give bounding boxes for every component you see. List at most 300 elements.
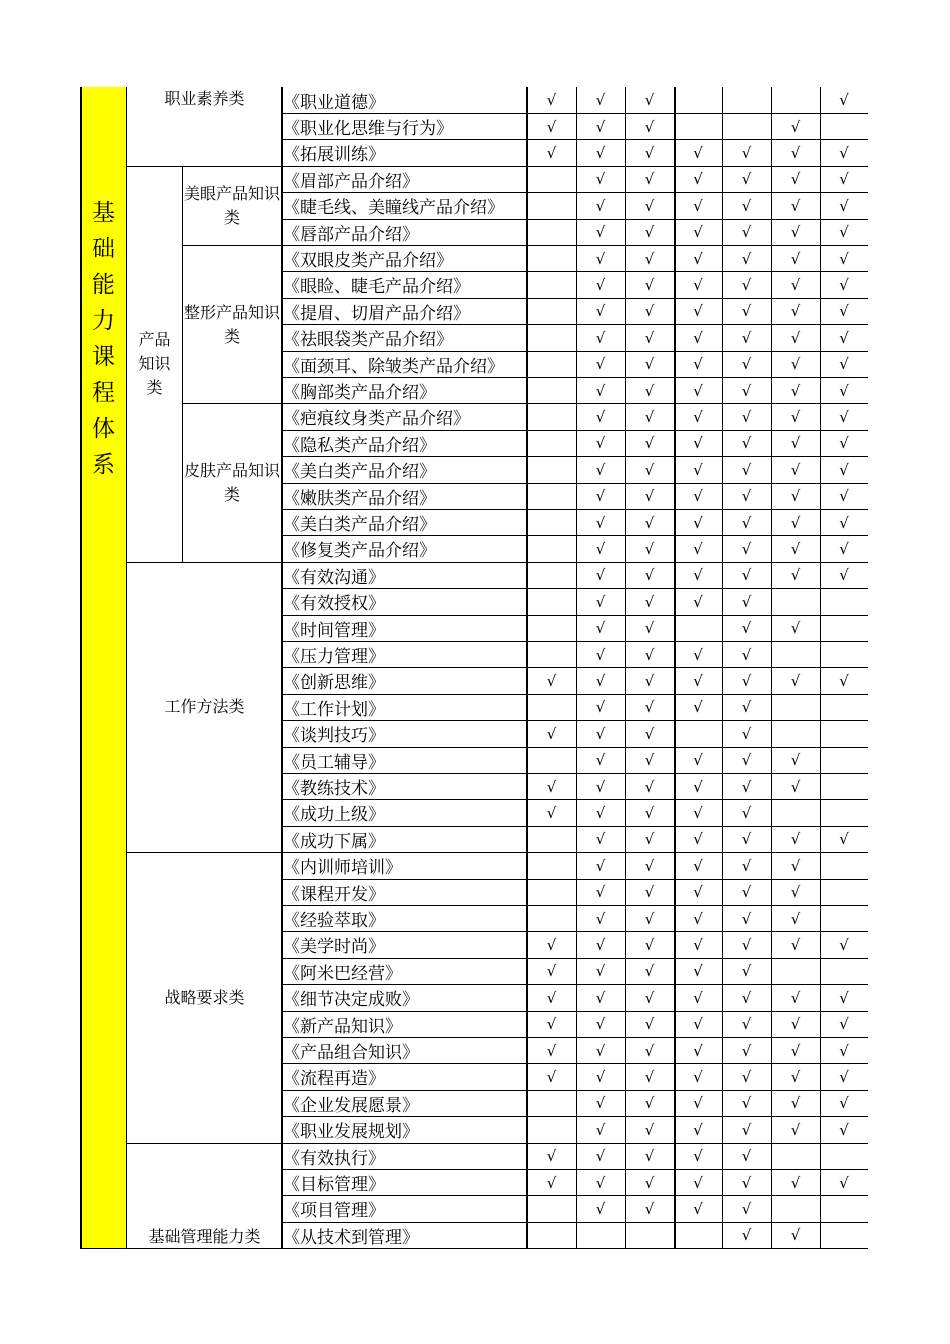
check-mark: √ — [693, 1173, 703, 1192]
table-bottom-border — [80, 1248, 868, 1250]
mark-cell — [625, 1169, 674, 1195]
check-mark: √ — [741, 566, 752, 585]
mark-cell — [625, 958, 674, 984]
mark-cell — [722, 536, 771, 562]
mark-cell — [576, 1117, 625, 1143]
check-mark: √ — [741, 751, 752, 770]
category-label: 基础管理能力类 — [148, 1226, 261, 1246]
mark-cell — [527, 193, 576, 219]
mark-cell — [625, 1090, 674, 1116]
mark-cell — [576, 853, 625, 879]
mark-cell — [674, 562, 722, 588]
mark-cell — [527, 905, 576, 931]
check-mark: √ — [839, 671, 849, 690]
category-cell — [127, 853, 282, 1143]
check-mark: √ — [790, 935, 801, 954]
mark-column-border — [820, 87, 821, 1249]
mark-cell — [576, 1222, 625, 1248]
mark-cell — [771, 377, 820, 403]
category-label: 工作方法类 — [164, 697, 245, 717]
check-mark: √ — [644, 619, 655, 638]
mark-cell — [820, 1222, 868, 1248]
mark-cell — [625, 1011, 674, 1037]
check-mark: √ — [839, 935, 849, 954]
check-mark: √ — [790, 275, 801, 294]
mark-cell — [771, 932, 820, 958]
course-name: 《职业化思维与行为》 — [283, 119, 453, 140]
check-mark: √ — [693, 355, 703, 374]
mark-cell — [771, 325, 820, 351]
mark-cell — [771, 272, 820, 298]
mark-cell — [576, 377, 625, 403]
course-name-cell — [282, 694, 527, 720]
mark-cell — [771, 1169, 820, 1195]
mark-cell — [674, 430, 722, 456]
subcategory-cell — [182, 245, 282, 403]
mark-cell — [820, 1090, 868, 1116]
mark-cell — [625, 113, 674, 139]
mark-cell — [722, 694, 771, 720]
mark-cell — [527, 1117, 576, 1143]
mark-cell — [576, 1037, 625, 1063]
mark-cell — [576, 140, 625, 166]
mark-cell — [576, 245, 625, 271]
mark-cell — [820, 219, 868, 245]
mark-cell — [820, 483, 868, 509]
mark-cell — [771, 1090, 820, 1116]
check-mark: √ — [741, 328, 752, 347]
category-cell — [127, 166, 182, 562]
check-mark: √ — [693, 539, 703, 558]
mark-cell — [576, 351, 625, 377]
check-mark: √ — [644, 381, 655, 400]
check-mark: √ — [595, 381, 606, 400]
mark-cell — [771, 430, 820, 456]
check-mark: √ — [741, 223, 752, 242]
check-mark: √ — [595, 513, 606, 532]
mark-cell — [625, 219, 674, 245]
check-mark: √ — [839, 1067, 849, 1086]
check-mark: √ — [595, 619, 606, 638]
course-name: 《课程开发》 — [283, 884, 385, 905]
check-mark: √ — [839, 487, 849, 506]
mark-cell — [820, 668, 868, 694]
mark-cell — [625, 668, 674, 694]
check-mark: √ — [790, 460, 801, 479]
check-mark: √ — [546, 1067, 557, 1086]
course-name: 《阿米巴经营》 — [283, 963, 402, 984]
course-name-cell — [282, 641, 527, 667]
check-mark: √ — [790, 355, 801, 374]
check-mark: √ — [790, 1094, 801, 1113]
check-mark: √ — [693, 223, 703, 242]
course-name: 《提眉、切眉产品介绍》 — [283, 303, 470, 324]
check-mark: √ — [741, 1015, 752, 1034]
check-mark: √ — [546, 935, 557, 954]
mark-cell — [625, 483, 674, 509]
check-mark: √ — [693, 434, 703, 453]
mark-cell — [771, 1143, 820, 1169]
course-name: 《经验萃取》 — [283, 911, 385, 932]
mark-cell — [722, 721, 771, 747]
check-mark: √ — [693, 935, 703, 954]
mark-cell — [820, 166, 868, 192]
check-mark: √ — [790, 566, 801, 585]
check-mark: √ — [839, 513, 849, 532]
mark-cell — [527, 1064, 576, 1090]
check-mark: √ — [644, 1015, 655, 1034]
check-mark: √ — [790, 1226, 801, 1245]
mark-cell — [674, 113, 722, 139]
mark-cell — [722, 457, 771, 483]
mark-cell — [576, 87, 625, 113]
check-mark: √ — [741, 777, 752, 796]
check-mark: √ — [595, 1015, 606, 1034]
course-name-cell — [282, 985, 527, 1011]
mark-cell — [674, 615, 722, 641]
check-mark: √ — [644, 328, 655, 347]
course-name: 《眼睑、睫毛产品介绍》 — [283, 277, 470, 298]
mark-cell — [674, 483, 722, 509]
check-mark: √ — [790, 539, 801, 558]
check-mark: √ — [546, 1173, 557, 1192]
course-name-cell — [282, 562, 527, 588]
check-mark: √ — [741, 381, 752, 400]
subcategory-left-border — [182, 166, 183, 562]
check-mark: √ — [741, 935, 752, 954]
check-mark: √ — [741, 1147, 752, 1166]
mark-cell — [625, 800, 674, 826]
check-mark: √ — [790, 1015, 801, 1034]
mark-cell — [771, 589, 820, 615]
course-name: 《项目管理》 — [283, 1201, 385, 1222]
mark-cell — [527, 325, 576, 351]
mark-cell — [625, 272, 674, 298]
check-mark: √ — [741, 196, 752, 215]
course-name-cell — [282, 377, 527, 403]
check-mark: √ — [839, 91, 849, 110]
mark-cell — [722, 404, 771, 430]
check-mark: √ — [741, 698, 752, 717]
mark-cell — [527, 589, 576, 615]
course-name-cell — [282, 509, 527, 535]
check-mark: √ — [741, 513, 752, 532]
mark-cell — [771, 457, 820, 483]
check-mark: √ — [839, 143, 849, 162]
mark-cell — [576, 536, 625, 562]
mark-cell — [722, 509, 771, 535]
mark-cell — [722, 1037, 771, 1063]
mark-cell — [527, 1143, 576, 1169]
check-mark: √ — [839, 302, 849, 321]
mark-cell — [820, 87, 868, 113]
mark-cell — [771, 1064, 820, 1090]
mark-cell — [625, 641, 674, 667]
mark-cell — [576, 1196, 625, 1222]
system-title: 基础能力课程体系 — [92, 200, 115, 478]
system-title-cell — [80, 87, 127, 1249]
check-mark: √ — [595, 1120, 606, 1139]
mark-cell — [674, 853, 722, 879]
mark-cell — [576, 298, 625, 324]
course-name-cell — [282, 1117, 527, 1143]
check-mark: √ — [693, 487, 703, 506]
check-mark: √ — [790, 170, 801, 189]
course-name: 《内训师培训》 — [283, 858, 402, 879]
check-mark: √ — [644, 196, 655, 215]
check-mark: √ — [693, 830, 703, 849]
check-mark: √ — [693, 170, 703, 189]
mark-cell — [625, 457, 674, 483]
check-mark: √ — [644, 249, 655, 268]
course-name-cell — [282, 773, 527, 799]
course-name: 《有效沟通》 — [283, 567, 385, 588]
mark-cell — [576, 773, 625, 799]
mark-cell — [771, 985, 820, 1011]
check-mark: √ — [741, 962, 752, 981]
check-mark: √ — [644, 143, 655, 162]
check-mark: √ — [839, 407, 849, 426]
mark-cell — [625, 905, 674, 931]
mark-cell — [674, 668, 722, 694]
course-name: 《流程再造》 — [283, 1069, 385, 1090]
mark-column-border — [625, 87, 626, 1249]
check-mark: √ — [595, 671, 606, 690]
mark-cell — [527, 879, 576, 905]
course-name: 《时间管理》 — [283, 620, 385, 641]
mark-cell — [771, 536, 820, 562]
mark-cell — [722, 747, 771, 773]
check-mark: √ — [839, 1041, 849, 1060]
course-name: 《睫毛线、美瞳线产品介绍》 — [283, 198, 504, 219]
course-name: 《美白类产品介绍》 — [283, 515, 436, 536]
mark-cell — [674, 1037, 722, 1063]
mark-cell — [674, 325, 722, 351]
mark-cell — [722, 1117, 771, 1143]
check-mark: √ — [644, 962, 655, 981]
check-mark: √ — [693, 777, 703, 796]
check-mark: √ — [693, 671, 703, 690]
mark-cell — [527, 800, 576, 826]
check-mark: √ — [741, 302, 752, 321]
course-name-cell — [282, 166, 527, 192]
check-mark: √ — [595, 355, 606, 374]
mark-cell — [576, 958, 625, 984]
mark-cell — [527, 457, 576, 483]
check-mark: √ — [790, 302, 801, 321]
check-mark: √ — [644, 460, 655, 479]
mark-cell — [722, 932, 771, 958]
mark-cell — [527, 826, 576, 852]
course-name: 《有效执行》 — [283, 1148, 385, 1169]
check-mark: √ — [595, 302, 606, 321]
check-mark: √ — [595, 1199, 606, 1218]
mark-cell — [820, 773, 868, 799]
mark-cell — [820, 747, 868, 773]
mark-cell — [625, 377, 674, 403]
mark-cell — [674, 219, 722, 245]
mark-cell — [820, 853, 868, 879]
mark-cell — [576, 166, 625, 192]
mark-cell — [527, 1011, 576, 1037]
check-mark: √ — [595, 143, 606, 162]
mark-cell — [722, 958, 771, 984]
mark-cell — [625, 985, 674, 1011]
mark-cell — [674, 509, 722, 535]
mark-cell — [771, 1011, 820, 1037]
check-mark: √ — [839, 434, 849, 453]
course-name-cell — [282, 298, 527, 324]
mark-cell — [674, 800, 722, 826]
check-mark: √ — [595, 909, 606, 928]
mark-cell — [674, 694, 722, 720]
check-mark: √ — [741, 1067, 752, 1086]
mark-cell — [625, 589, 674, 615]
mark-cell — [527, 1196, 576, 1222]
check-mark: √ — [741, 988, 752, 1007]
mark-cell — [527, 747, 576, 773]
check-mark: √ — [693, 751, 703, 770]
mark-cell — [625, 1222, 674, 1248]
mark-cell — [674, 351, 722, 377]
check-mark: √ — [644, 592, 655, 611]
check-mark: √ — [595, 434, 606, 453]
mark-cell — [771, 140, 820, 166]
mark-cell — [674, 1222, 722, 1248]
check-mark: √ — [546, 671, 557, 690]
check-mark: √ — [693, 1094, 703, 1113]
course-name-cell — [282, 1169, 527, 1195]
course-name: 《职业发展规划》 — [283, 1122, 419, 1143]
check-mark: √ — [546, 91, 557, 110]
mark-cell — [771, 245, 820, 271]
mark-cell — [527, 404, 576, 430]
mark-cell — [820, 325, 868, 351]
mark-cell — [527, 1090, 576, 1116]
course-name-cell — [282, 1064, 527, 1090]
check-mark: √ — [839, 355, 849, 374]
mark-cell — [674, 166, 722, 192]
mark-cell — [722, 1011, 771, 1037]
mark-cell — [771, 404, 820, 430]
mark-cell — [674, 1064, 722, 1090]
mark-cell — [771, 219, 820, 245]
mark-cell — [674, 1143, 722, 1169]
mark-cell — [674, 1196, 722, 1222]
check-mark: √ — [839, 1120, 849, 1139]
check-mark: √ — [595, 1041, 606, 1060]
mark-cell — [820, 1169, 868, 1195]
mark-cell — [820, 826, 868, 852]
course-name-cell — [282, 193, 527, 219]
subcategory-cell — [182, 404, 282, 562]
check-mark: √ — [595, 487, 606, 506]
mark-cell — [820, 193, 868, 219]
check-mark: √ — [644, 883, 655, 902]
mark-cell — [576, 721, 625, 747]
check-mark: √ — [741, 883, 752, 902]
mark-cell — [820, 430, 868, 456]
mark-cell — [674, 773, 722, 799]
check-mark: √ — [644, 1147, 655, 1166]
mark-cell — [674, 721, 722, 747]
mark-cell — [625, 536, 674, 562]
mark-cell — [576, 404, 625, 430]
check-mark: √ — [595, 883, 606, 902]
check-mark: √ — [741, 856, 752, 875]
check-mark: √ — [693, 302, 703, 321]
mark-cell — [722, 430, 771, 456]
mark-cell — [820, 272, 868, 298]
mark-cell — [674, 589, 722, 615]
mark-cell — [674, 536, 722, 562]
check-mark: √ — [741, 249, 752, 268]
check-mark: √ — [644, 830, 655, 849]
check-mark: √ — [693, 1120, 703, 1139]
mark-cell — [820, 1011, 868, 1037]
check-mark: √ — [790, 619, 801, 638]
mark-cell — [674, 272, 722, 298]
check-mark: √ — [741, 1041, 752, 1060]
mark-cell — [576, 826, 625, 852]
mark-cell — [722, 905, 771, 931]
mark-cell — [771, 694, 820, 720]
category-label: 战略要求类 — [164, 987, 245, 1007]
mark-cell — [820, 958, 868, 984]
mark-cell — [771, 562, 820, 588]
mark-cell — [576, 1011, 625, 1037]
check-mark: √ — [693, 381, 703, 400]
check-mark: √ — [741, 592, 752, 611]
mark-cell — [771, 87, 820, 113]
mark-cell — [820, 905, 868, 931]
mark-cell — [576, 879, 625, 905]
course-name-cell — [282, 140, 527, 166]
mark-cell — [771, 509, 820, 535]
mark-cell — [625, 932, 674, 958]
mark-cell — [771, 800, 820, 826]
check-mark: √ — [790, 1173, 801, 1192]
mark-cell — [625, 1064, 674, 1090]
check-mark: √ — [644, 91, 655, 110]
mark-cell — [722, 641, 771, 667]
mark-cell — [722, 800, 771, 826]
course-name: 《新产品知识》 — [283, 1016, 402, 1037]
mark-cell — [625, 1143, 674, 1169]
mark-cell — [771, 879, 820, 905]
mark-cell — [625, 245, 674, 271]
check-mark: √ — [644, 275, 655, 294]
mark-cell — [625, 430, 674, 456]
check-mark: √ — [644, 803, 655, 822]
check-mark: √ — [693, 407, 703, 426]
mark-cell — [625, 721, 674, 747]
mark-cell — [576, 272, 625, 298]
mark-cell — [527, 377, 576, 403]
check-mark: √ — [839, 249, 849, 268]
course-name-cell — [282, 219, 527, 245]
check-mark: √ — [546, 724, 557, 743]
check-mark: √ — [595, 724, 606, 743]
check-mark: √ — [644, 407, 655, 426]
check-mark: √ — [693, 645, 703, 664]
mark-cell — [527, 958, 576, 984]
check-mark: √ — [595, 407, 606, 426]
mark-cell — [527, 853, 576, 879]
mark-column-border — [722, 87, 723, 1249]
check-mark: √ — [693, 988, 703, 1007]
check-mark: √ — [595, 1067, 606, 1086]
